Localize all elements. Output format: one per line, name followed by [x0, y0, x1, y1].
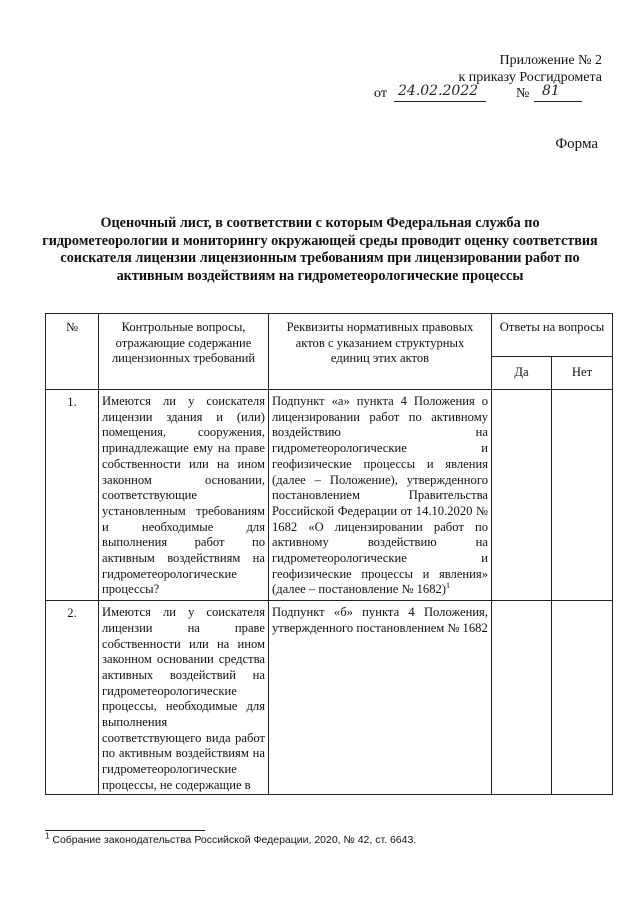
header-questions: Контрольные вопросы, отражающие содержание лицензионных требований — [99, 314, 269, 390]
form-label: Форма — [555, 136, 598, 152]
answer-no-cell — [552, 390, 613, 601]
order-date-number-line — [374, 83, 594, 106]
appendix-number: Приложение № 2 — [499, 53, 602, 68]
answer-yes-cell — [492, 601, 552, 794]
answer-no-cell — [552, 601, 613, 794]
footnote-divider — [45, 830, 205, 831]
handwritten-date: 24.02.2022 — [398, 83, 479, 99]
legal-requisite: Подпункт «б» пункта 4 Положения, утвержденного постановлением № 1682 — [269, 601, 492, 794]
footnote-text: Собрание законодательства Российской Федерации, 2020, № 42, ст. 6643. — [52, 834, 417, 846]
evaluation-table — [45, 313, 613, 795]
table-row — [46, 390, 613, 601]
table-row — [46, 601, 613, 794]
legal-requisite — [269, 390, 492, 601]
row-number: 2. — [46, 601, 99, 794]
appendix-header — [459, 52, 603, 86]
header-requisites: Реквизиты нормативных правовых актов с указанием структурных единиц этих актов — [269, 314, 492, 390]
number-underline — [534, 101, 582, 102]
control-question: Имеются ли у соискателя лицензии на праве собственности или на ином законном основании средства активных воздействий на гидрометеорологические процессы, необходимые для выполнения соответствующего вида работ по активным воздействиям на гидрометеорологические процессы, не содержащие в — [99, 601, 269, 794]
header-yes: Да — [492, 357, 552, 390]
date-underline — [394, 101, 486, 102]
number-label: № — [516, 86, 530, 101]
header-answers: Ответы на вопросы — [492, 314, 613, 357]
order-reference: к приказу Росгидромета — [458, 70, 602, 85]
row-number: 1. — [46, 390, 99, 601]
footnote-number: 1 — [45, 831, 50, 841]
legal-requisite-text: Подпункт «а» пункта 4 Положения о лицензировании работ по активному воздействию на гидрометеорологические и геофизические процессы и явления (далее – Положение), утвержденного постановлением Правительства Российской Федерации от 14.10.2020 № 1682 «О лицензировании работ по активному воздействию на гидрометеорологические и геофизические процессы и явления» (далее – постановление № 1682) — [272, 394, 488, 597]
table-header-row — [46, 314, 613, 357]
footnote-mark: 1 — [446, 581, 451, 591]
header-num: № — [46, 314, 99, 390]
control-question: Имеются ли у соискателя лицензии здания и (или) помещения, сооружения, принадлежащие ему на праве собственности или на ином законном основании, соответствующие установленным требованиям и необходимые для выполнения работ по активным воздействиям на гидрометеорологические процессы? — [99, 390, 269, 601]
date-label: от — [374, 86, 387, 101]
handwritten-number: 81 — [542, 83, 560, 99]
footnote — [45, 831, 417, 846]
header-no: Нет — [552, 357, 613, 390]
answer-yes-cell — [492, 390, 552, 601]
document-title: Оценочный лист, в соответствии с которым Федеральная служба по гидрометеорологии и мониторингу окружающей среды проводит оценку соответствия соискателя лицензии лицензионным требованиям при лицензировании работ по активным воздействиям на гидрометеорологические процессы — [42, 215, 598, 284]
